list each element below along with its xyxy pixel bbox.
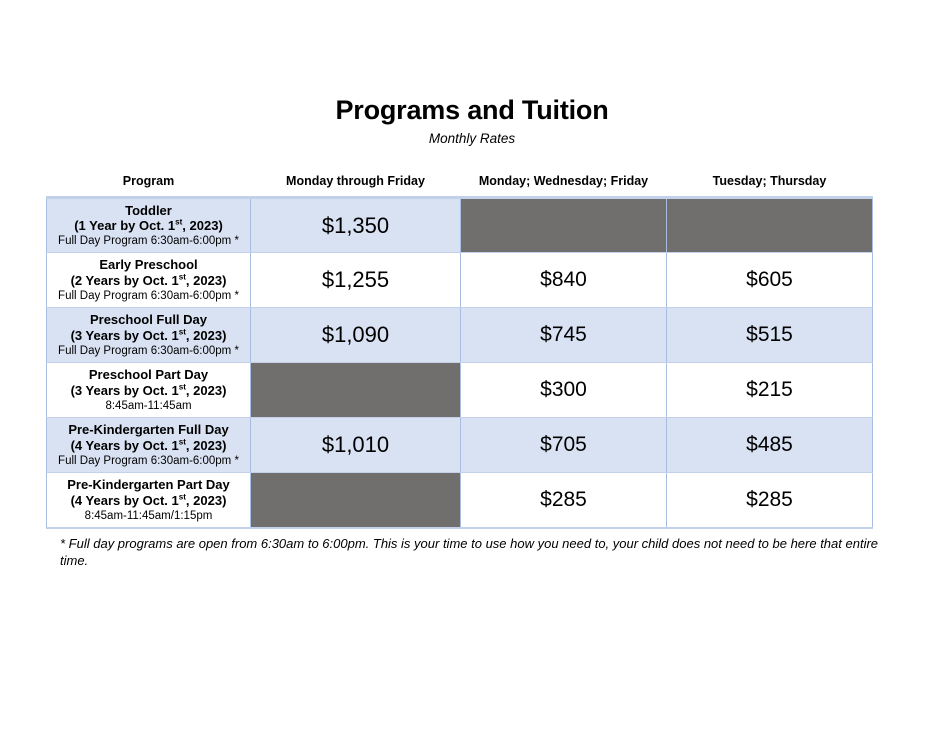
price-value: $1,090 [321, 322, 390, 347]
program-hours: 8:45am-11:45am [105, 399, 192, 412]
column-header-program: Program [47, 162, 251, 198]
age-requirement-year: , 2023) [185, 272, 227, 288]
age-requirement-year: , 2023) [185, 382, 227, 398]
program-name: Pre-Kindergarten Part Day [67, 476, 230, 492]
footnote: * Full day programs are open from 6:30am to 6:00pm. This is your time to use how you need to, your child does not need to be here that entire time. [60, 536, 879, 568]
unavailable-cell [667, 198, 873, 253]
ordinal-suffix: st [178, 492, 186, 502]
price-cell-mwf [461, 253, 667, 308]
age-requirement-year: , 2023) [182, 218, 223, 234]
program-age-requirement [51, 218, 246, 234]
program-hours: Full Day Program 6:30am-6:00pm * [58, 454, 239, 467]
unavailable-cell [251, 473, 461, 528]
price-value: $840 [540, 268, 587, 291]
age-requirement-year: , 2023) [185, 492, 227, 508]
price-cell-mwf [461, 473, 667, 528]
price-cell-monday-through-friday [251, 198, 461, 253]
program-age-requirement [51, 438, 246, 454]
program-cell [47, 253, 251, 308]
table-row [47, 253, 873, 308]
age-requirement-text: (4 Years by Oct. 1 [70, 437, 179, 453]
ordinal-suffix: st [178, 327, 186, 337]
price-value: $300 [540, 378, 587, 401]
age-requirement-text: (1 Year by Oct. 1 [74, 218, 176, 234]
column-header-mwf: Monday; Wednesday; Friday [461, 162, 667, 198]
price-cell-tt [667, 363, 873, 418]
price-value: $485 [746, 433, 793, 456]
program-hours: Full Day Program 6:30am-6:00pm * [58, 235, 239, 248]
program-name: Early Preschool [99, 257, 198, 273]
price-value: $605 [746, 268, 793, 291]
price-cell-monday-through-friday [251, 418, 461, 473]
program-age-requirement [51, 273, 246, 289]
table-row [47, 308, 873, 363]
program-name: Preschool Part Day [88, 367, 209, 383]
program-age-requirement [51, 328, 246, 344]
unavailable-cell [251, 363, 461, 418]
price-cell-tt [667, 253, 873, 308]
price-cell-tt [667, 418, 873, 473]
age-requirement-text: (2 Years by Oct. 1 [70, 272, 179, 288]
ordinal-suffix: st [178, 437, 186, 447]
price-value: $1,255 [321, 267, 390, 292]
price-cell-mwf [461, 308, 667, 363]
price-value: $285 [746, 487, 793, 511]
ordinal-suffix: st [175, 218, 183, 228]
age-requirement-text: (3 Years by Oct. 1 [70, 382, 179, 398]
unavailable-cell [461, 198, 667, 253]
table-header [47, 162, 873, 198]
age-requirement-year: , 2023) [185, 327, 227, 343]
program-hours: Full Day Program 6:30am-6:00pm * [58, 344, 239, 357]
table-body [47, 198, 873, 528]
price-value: $215 [746, 378, 793, 401]
price-value: $515 [746, 323, 793, 346]
price-value: $1,350 [321, 212, 390, 238]
price-cell-monday-through-friday [251, 253, 461, 308]
price-cell-mwf [461, 418, 667, 473]
price-cell-monday-through-friday [251, 308, 461, 363]
programs-and-tuition-table [46, 162, 873, 529]
program-name: Pre-Kindergarten Full Day [68, 422, 229, 438]
column-header-tt: Tuesday; Thursday [667, 162, 873, 198]
program-age-requirement [51, 383, 246, 399]
program-name: Preschool Full Day [89, 312, 208, 328]
price-value: $285 [540, 487, 587, 511]
program-cell [47, 363, 251, 418]
age-requirement-text: (4 Years by Oct. 1 [70, 492, 179, 508]
program-cell [47, 198, 251, 253]
table-row [47, 473, 873, 528]
age-requirement-text: (3 Years by Oct. 1 [70, 327, 179, 343]
ordinal-suffix: st [178, 272, 186, 282]
price-cell-mwf [461, 363, 667, 418]
page-subtitle: Monthly Rates [428, 130, 516, 146]
program-name: Toddler [125, 202, 172, 218]
price-value: $1,010 [321, 432, 390, 457]
age-requirement-year: , 2023) [185, 437, 227, 453]
ordinal-suffix: st [178, 382, 186, 392]
price-value: $705 [540, 433, 587, 456]
page-title: Programs and Tuition [335, 95, 609, 125]
table-row [47, 363, 873, 418]
column-header-monday-through-friday: Monday through Friday [251, 162, 461, 198]
table-row [47, 198, 873, 253]
program-cell [47, 418, 251, 473]
title-block [0, 96, 944, 147]
program-age-requirement [51, 493, 246, 509]
program-hours: Full Day Program 6:30am-6:00pm * [58, 289, 239, 302]
table-row [47, 418, 873, 473]
price-cell-tt [667, 308, 873, 363]
price-cell-tt [667, 473, 873, 528]
program-cell [47, 473, 251, 528]
program-cell [47, 308, 251, 363]
program-hours: 8:45am-11:45am/1:15pm [84, 509, 213, 522]
price-value: $745 [540, 323, 587, 346]
